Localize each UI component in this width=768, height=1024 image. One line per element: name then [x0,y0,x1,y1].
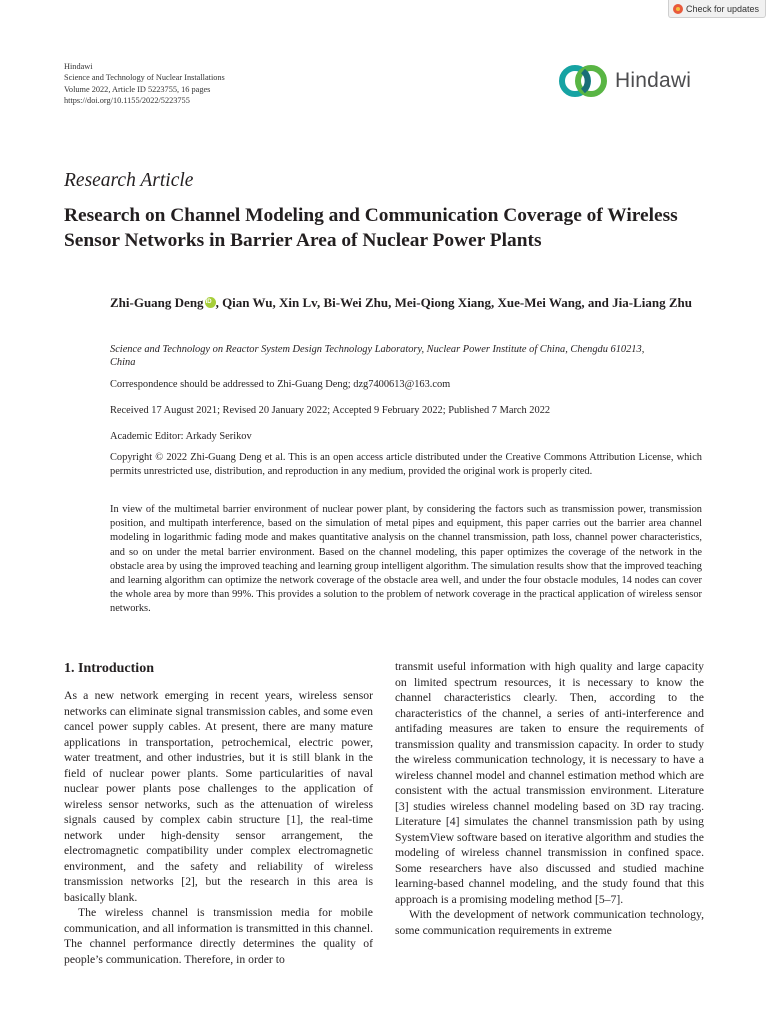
article-title: Research on Channel Modeling and Communication Coverage of Wireless Sensor Networks in Barrier Area of Nuclear Power Plants [64,205,678,251]
doi-link[interactable]: https://doi.org/10.1155/2022/5223755 [64,95,190,105]
correspondence: Correspondence should be addressed to Zhi-Guang Deng; dzg7400613@163.com [110,379,451,390]
orcid-icon[interactable] [205,297,216,308]
abstract: In view of the multimetal barrier environment of nuclear power plant, by considering the factors such as transmission power, transmission position, and multipath interference, based on the simulation of metal pipes and equipment, this paper carries out the barrier area channel modeling in logarithmic fading mode and makes quantitative analysis on the channel transmission, path loss, channel power characteristics, and so on under the metal barrier environment. Based on the channel modeling, this paper optimizes the coverage of the network in the obstacle area by using the improved teaching and learning group intelligent algorithm. The simulation results show that the improved teaching and learning algorithm can optimize the network coverage of the obstacle area well, and under the four obstacle modules, 14 nodes can cover the whole area by more than 99%. This provides a solution to the problem of network coverage in the practical application of wireless sensor networks. [110,504,702,615]
hindawi-rings-icon [557,62,609,100]
article-type: Research Article [64,170,194,191]
paragraph: The wireless channel is transmission media for mobile communication, and all information is transmitted in this channel. The channel performance directly determines the quality of people’s communication. Therefore, in order to [64,906,373,966]
crossmark-icon [673,4,683,14]
author-list [110,294,710,312]
paragraph: As a new network emerging in recent years, wireless sensor networks can eliminate signal transmission cables, and some even cancel power supply cables. At present, there are many mature applications in transportation, petrochemical, electric power, water treatment, and other industries, but it is still blank in the field of nuclear power plants. Some particularities of naval nuclear power plants pose challenges to the application of wireless sensor networks, such as the attenuation of wireless signals caused by complex cabin structure [1], the real-time network under high-density sensor arrangement, the electromagnetic compatibility under complex electromagnetic environment, and the safety and reliability of wireless transmission networks [2], but the research in this area is basically blank. [64,689,373,904]
journal-meta [64,61,225,106]
hindawi-logo [557,62,691,100]
section-heading-introduction: 1. Introduction [64,661,154,676]
journal-volume: Volume 2022, Article ID 5223755, 16 pages [64,84,211,94]
journal-name: Science and Technology of Nuclear Installations [64,73,225,83]
affiliation: Science and Technology on Reactor System Design Technology Laboratory, Nuclear Power Institute of China, Chengdu 610213, China [110,344,645,369]
paragraph: transmit useful information with high quality and large capacity on limited spectrum resources, it is necessary to know the channel characteristics clearly. Then, according to the characteristics of the channel, a series of anti-interference and antifading measures are taken to ensure the requirements of transmission quality and transmission capacity. In order to study the wireless communication technology, it is necessary to have a wireless channel model and channel estimation method which are consistent with the actual transmission environment. Literature [3] studies wireless channel modeling based on 3D ray tracing. Literature [4] simulates the channel transmission path by using SystemView software based on iterative algorithm and studies the modeling of wireless channel transmission in confined space. Some researchers have also discussed and studied machine learning-based channel modeling, and the study found that this approach is a promising modeling method [5–7]. [395,660,704,906]
check-for-updates-badge[interactable] [668,0,766,18]
academic-editor: Academic Editor: Arkady Serikov [110,431,252,442]
body-column-right [395,659,704,938]
body-column-left [64,688,373,967]
article-dates: Received 17 August 2021; Revised 20 January 2022; Accepted 9 February 2022; Published 7 March 2022 [110,405,551,416]
publisher-name: Hindawi [64,62,93,71]
first-author[interactable]: Zhi-Guang Deng [110,295,204,310]
logo-text: Hindawi [615,69,692,92]
other-authors: , Qian Wu, Xin Lv, Bi-Wei Zhu, Mei-Qiong Xiang, Xue-Mei Wang, and Jia-Liang Zhu [215,295,692,310]
check-for-updates-label: Check for updates [686,3,760,14]
paragraph: With the development of network communication technology, some communication requirements in extreme [395,908,704,937]
copyright-notice: Copyright © 2022 Zhi-Guang Deng et al. This is an open access article distributed under the Creative Commons Attribution License, which permits unrestricted use, distribution, and reproduction in any medium, provided the original work is properly cited. [110,452,702,478]
